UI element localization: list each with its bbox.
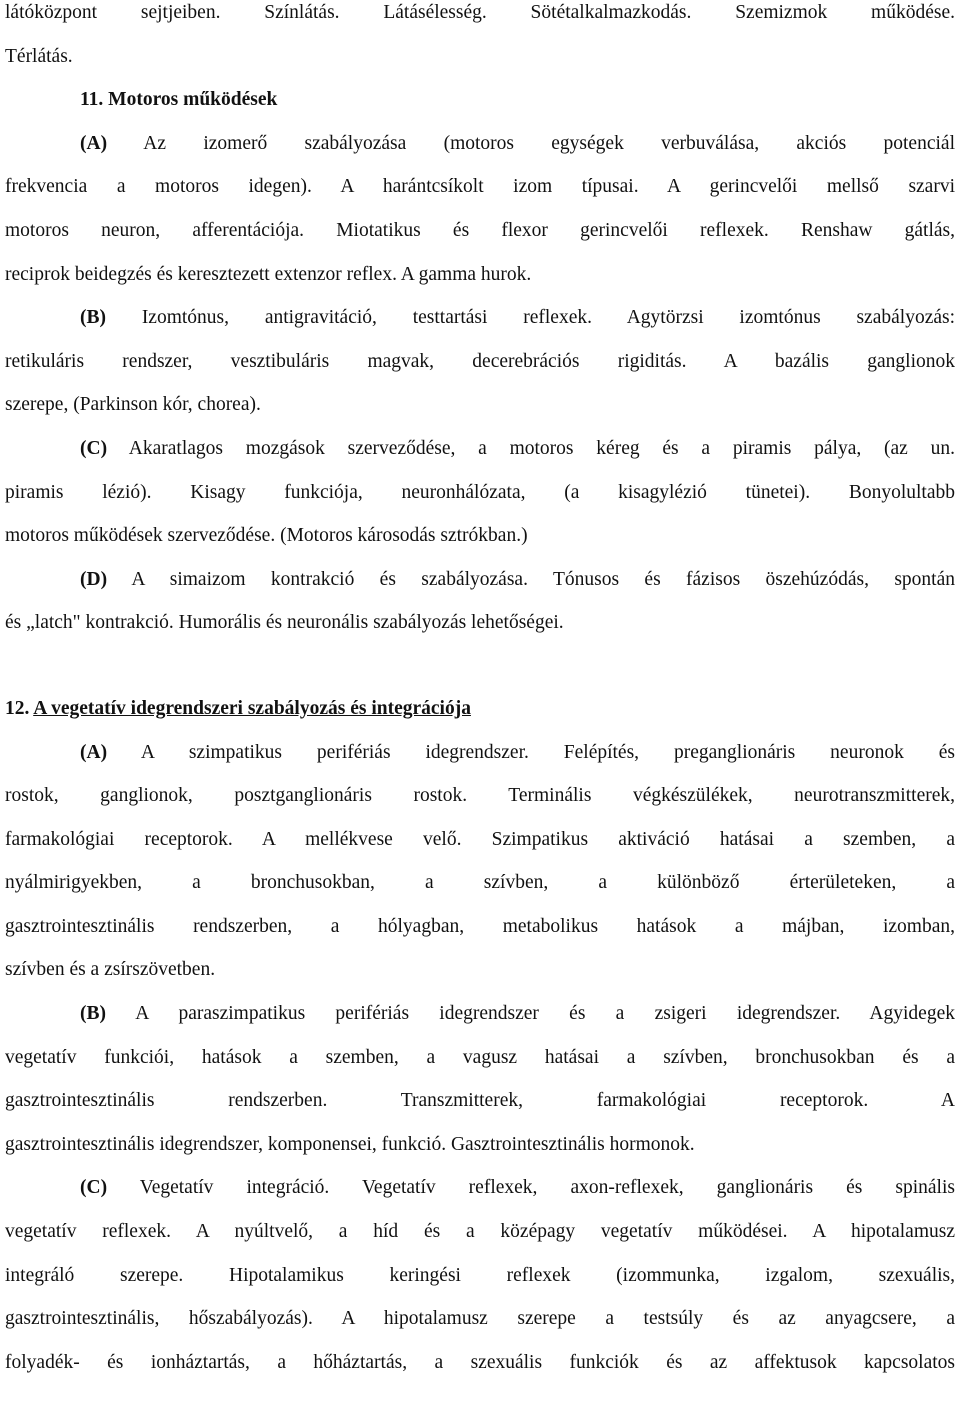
paragraph-text: Az izomerő szabályozása (motoros egységek verbuválása, akciós potenciál <box>143 132 955 154</box>
paragraph-line <box>5 427 955 471</box>
paragraph-line: gasztrointesztinális idegrendszer, komponensei, funkció. Gasztrointesztinális hormonok. <box>5 1133 695 1155</box>
paragraph-line <box>5 296 955 340</box>
paragraph-line <box>5 731 955 775</box>
paragraph-text: Vegetatív integráció. Vegetatív reflexek, axon-reflexek, ganglionáris és spinális <box>139 1177 955 1199</box>
paragraph-label: (A) <box>80 132 108 154</box>
paragraph-text: A szimpatikus perifériás idegrendszer. Felépítés, preganglionáris neuronok és <box>140 741 955 763</box>
paragraph-line: gasztrointesztinális rendszerben. Transzmitterek, farmakológiai receptorok. A <box>5 1090 955 1112</box>
paragraph-line <box>5 558 955 602</box>
paragraph-line <box>5 122 955 166</box>
paragraph-line: gasztrointesztinális rendszerben, a hólyagban, metabolikus hatások a májban, izomban, <box>5 915 955 937</box>
paragraph-line: és „latch" kontrakció. Humorális és neuronális szabályozás lehetőségei. <box>5 612 564 634</box>
paragraph-label: (B) <box>80 1003 106 1025</box>
paragraph-label: (C) <box>80 437 108 459</box>
section-12-number: 12. <box>5 697 30 719</box>
paragraph-line: frekvencia a motoros idegen). A harántcsíkolt izom típusai. A gerincvelői mellső szarvi <box>5 176 955 198</box>
paragraph-line: gasztrointesztinális, hőszabályozás). A hipotalamusz szerepe a testsúly és az anyagcsere, a <box>5 1308 955 1330</box>
paragraph-line: szerepe, (Parkinson kór, chorea). <box>5 394 261 416</box>
paragraph-text: Izomtónus, antigravitáció, testtartási reflexek. Agytörzsi izomtónus szabályozás: <box>141 307 956 329</box>
paragraph-line: rostok, ganglionok, posztganglionáris rostok. Terminális végkészülékek, neurotranszmitterek, <box>5 785 955 807</box>
section-12-title: A vegetatív idegrendszeri szabályozás és integrációja <box>33 697 471 719</box>
paragraph-line: retikuláris rendszer, vesztibuláris magvak, decerebrációs rigiditás. A bazális ganglionok <box>5 350 955 372</box>
paragraph-label: (D) <box>80 568 108 590</box>
intro-line: látóközpont sejtjeiben. Színlátás. Látásélesség. Sötétalkalmazkodás. Szemizmok működése. <box>5 2 955 23</box>
paragraph-line: nyálmirigyekben, a bronchusokban, a szívben, a különböző érterületeken, a <box>5 872 955 894</box>
paragraph-text: Akaratlagos mozgások szerveződése, a motoros kéreg és a piramis pálya, (az un. <box>128 437 955 459</box>
paragraph-line: reciprok beidegzés és keresztezett extenzor reflex. A gamma hurok. <box>5 263 532 285</box>
paragraph-line <box>5 1166 955 1210</box>
paragraph-line: piramis lézió). Kisagy funkciója, neuronhálózata, (a kisagylézió tünetei). Bonyolultabb <box>5 481 955 503</box>
paragraph-text: A paraszimpatikus perifériás idegrendszer és a zsigeri idegrendszer. Agyidegek <box>135 1003 955 1025</box>
paragraph-line <box>5 992 955 1036</box>
paragraph-line: motoros neuron, afferentációja. Miotatikus és flexor gerincvelői reflexek. Renshaw gátlás, <box>5 219 955 241</box>
intro-line: Térlátás. <box>5 45 73 67</box>
paragraph-line: motoros működések szerveződése. (Motoros károsodás sztrókban.) <box>5 525 528 547</box>
section-11-heading <box>5 78 955 122</box>
paragraph-line: vegetatív reflexek. A nyúltvelő, a híd és a középagy vegetatív működései. A hipotalamusz <box>5 1221 955 1243</box>
paragraph-line: folyadék- és ionháztartás, a hőháztartás, a szexuális funkciók és az affektusok kapcsolatos <box>5 1351 955 1373</box>
paragraph-label: (A) <box>80 741 108 763</box>
paragraph-line: vegetatív funkciói, hatások a szemben, a vagusz hatásai a szívben, bronchusokban és a <box>5 1046 955 1068</box>
paragraph-label: (C) <box>80 1177 108 1199</box>
paragraph-line: farmakológiai receptorok. A mellékvese velő. Szimpatikus aktiváció hatásai a szemben, a <box>5 828 955 850</box>
paragraph-text: A simaizom kontrakció és szabályozása. Tónusos és fázisos öszehúzódás, spontán <box>131 568 955 590</box>
section-gap <box>5 645 955 687</box>
paragraph-line: szívben és a zsírszövetben. <box>5 959 216 981</box>
section-11-heading-text: 11. Motoros működések <box>80 89 278 111</box>
paragraph-line: integráló szerepe. Hipotalamikus keringési reflexek (izommunka, izgalom, szexuális, <box>5 1264 955 1286</box>
paragraph-label: (B) <box>80 307 106 329</box>
section-12-heading <box>5 687 955 731</box>
